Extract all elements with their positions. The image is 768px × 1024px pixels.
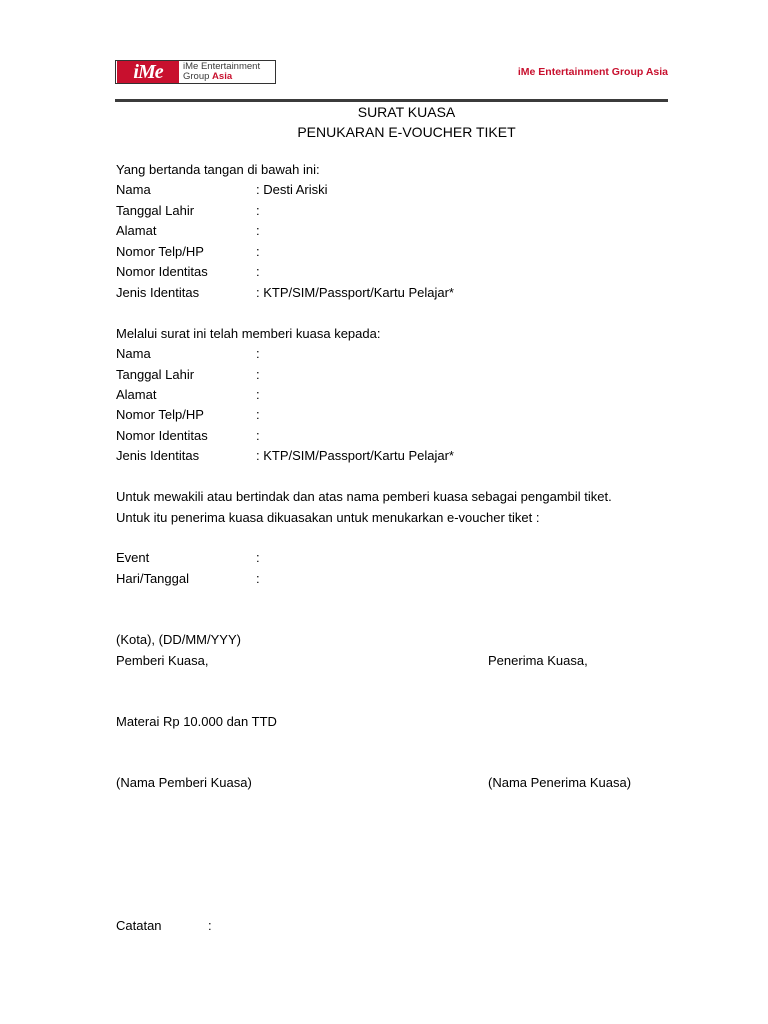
section1-intro: Yang bertanda tangan di bawah ini: xyxy=(116,162,320,177)
receiver-field-value: : xyxy=(256,428,260,443)
logo-line-2-prefix: Group xyxy=(183,71,213,82)
receiver-field-label: Tanggal Lahir xyxy=(116,367,195,382)
giver-field-label: Alamat xyxy=(116,223,157,238)
receiver-field-label: Nama xyxy=(116,346,151,361)
receiver-field-label: Nomor Telp/HP xyxy=(116,407,204,422)
giver-field-value: : KTP/SIM/Passport/Kartu Pelajar* xyxy=(256,285,454,300)
receiver-field-label: Nomor Identitas xyxy=(116,428,208,443)
logo-line-2 xyxy=(183,72,260,82)
receiver-field-value: : KTP/SIM/Passport/Kartu Pelajar* xyxy=(256,448,454,463)
receiver-name-placeholder: (Nama Penerima Kuasa) xyxy=(488,775,632,790)
giver-field-value: : xyxy=(256,264,260,279)
company-logo xyxy=(115,60,276,84)
giver-field-label: Nomor Telp/HP xyxy=(116,244,204,259)
section2-intro: Melalui surat ini telah memberi kuasa kepada: xyxy=(116,326,381,341)
giver-name-placeholder: (Nama Pemberi Kuasa) xyxy=(116,775,252,790)
header-divider xyxy=(115,99,668,102)
receiver-field-label: Jenis Identitas xyxy=(116,448,200,463)
giver-field-label: Jenis Identitas xyxy=(116,285,200,300)
event-field-value: : xyxy=(256,550,260,565)
logo-line-1: iMe Entertainment xyxy=(183,61,261,72)
stamp-note: Materai Rp 10.000 dan TTD xyxy=(116,714,277,729)
giver-field-value: : xyxy=(256,223,260,238)
receiver-field-label: Alamat xyxy=(116,387,157,402)
event-field-label: Event xyxy=(116,550,150,565)
brand-name: iMe Entertainment Group Asia xyxy=(517,66,668,78)
place-date: (Kota), (DD/MM/YYY) xyxy=(116,632,241,647)
event-field-label: Hari/Tanggal xyxy=(116,571,189,586)
giver-field-value: : xyxy=(256,203,260,218)
logo-mark: iMe xyxy=(117,61,179,83)
logo-line-2-asia: Asia xyxy=(212,71,233,82)
receiver-field-value: : xyxy=(256,407,260,422)
authorization-paragraph-line-2: Untuk itu penerima kuasa dikuasakan untuk menukarkan e-voucher tiket : xyxy=(116,510,540,525)
giver-field-value: : xyxy=(256,244,260,259)
authorization-paragraph-line-1: Untuk mewakili atau bertindak dan atas nama pemberi kuasa sebagai pengambil tiket. xyxy=(116,489,612,504)
giver-field-value: : Desti Ariski xyxy=(256,182,328,197)
document-subtitle: PENUKARAN E-VOUCHER TIKET xyxy=(297,124,516,140)
giver-field-label: Tanggal Lahir xyxy=(116,203,195,218)
event-field-value: : xyxy=(256,571,260,586)
receiver-field-value: : xyxy=(256,346,260,361)
notes-label: Catatan xyxy=(116,918,162,933)
receiver-field-value: : xyxy=(256,367,260,382)
receiver-field-value: : xyxy=(256,387,260,402)
receiver-signature-label: Penerima Kuasa, xyxy=(488,653,588,668)
giver-signature-label: Pemberi Kuasa, xyxy=(116,653,209,668)
document-title: SURAT KUASA xyxy=(357,104,456,120)
logo-text xyxy=(183,62,260,82)
giver-field-label: Nomor Identitas xyxy=(116,264,208,279)
giver-field-label: Nama xyxy=(116,182,151,197)
notes-colon: : xyxy=(208,918,212,933)
